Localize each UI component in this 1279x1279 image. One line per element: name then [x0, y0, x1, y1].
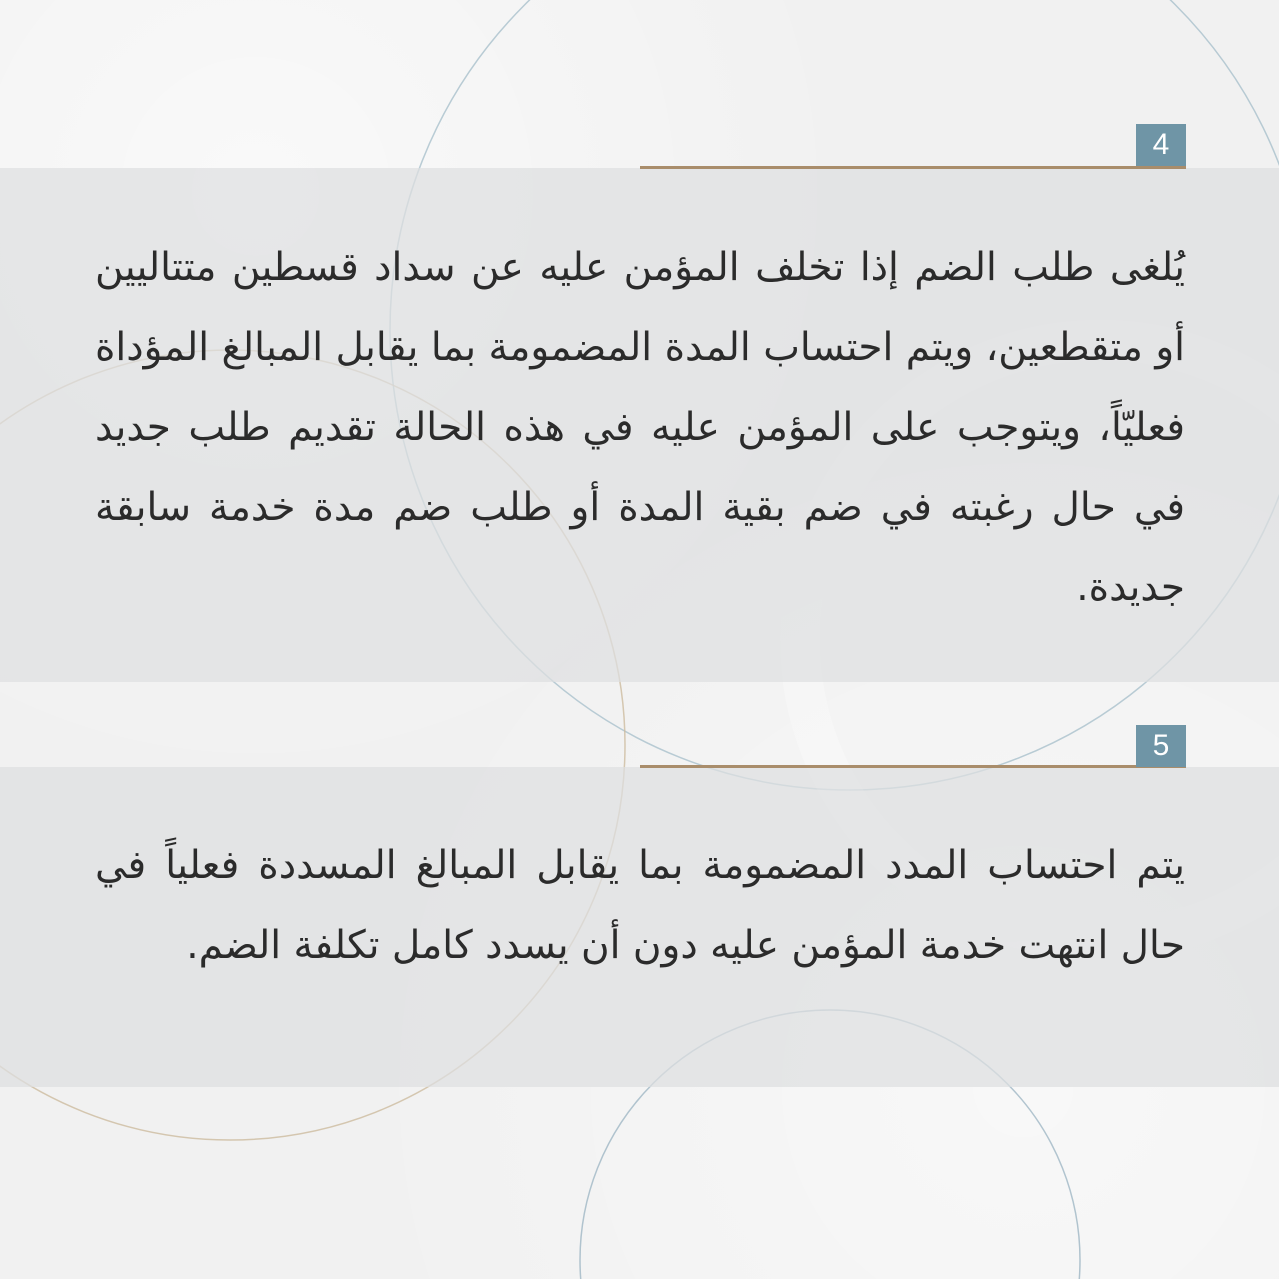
section-5-paragraph: يتم احتساب المدد المضمومة بما يقابل المبالغ المسددة فعلياً في حال انتهت خدمة المؤمن عليه دون أن يسدد كامل تكلفة الضم. — [95, 843, 1185, 968]
section-5-rule — [640, 765, 1186, 768]
section-4-rule — [640, 166, 1186, 169]
section-5-number-badge: 5 — [1136, 725, 1186, 767]
section-4-number-badge: 4 — [1136, 124, 1186, 166]
section-4-paragraph: يُلغى طلب الضم إذا تخلف المؤمن عليه عن سداد قسطين متتاليين أو متقطعين، ويتم احتساب المدة المضمومة بما يقابل المبالغ المؤداة فعليّاً، ويتوجب على المؤمن عليه في هذه الحالة تقديم طلب جديد في حال رغبته في ضم بقية المدة أو طلب ضم مدة خدمة سابقة جديدة. — [95, 245, 1185, 610]
